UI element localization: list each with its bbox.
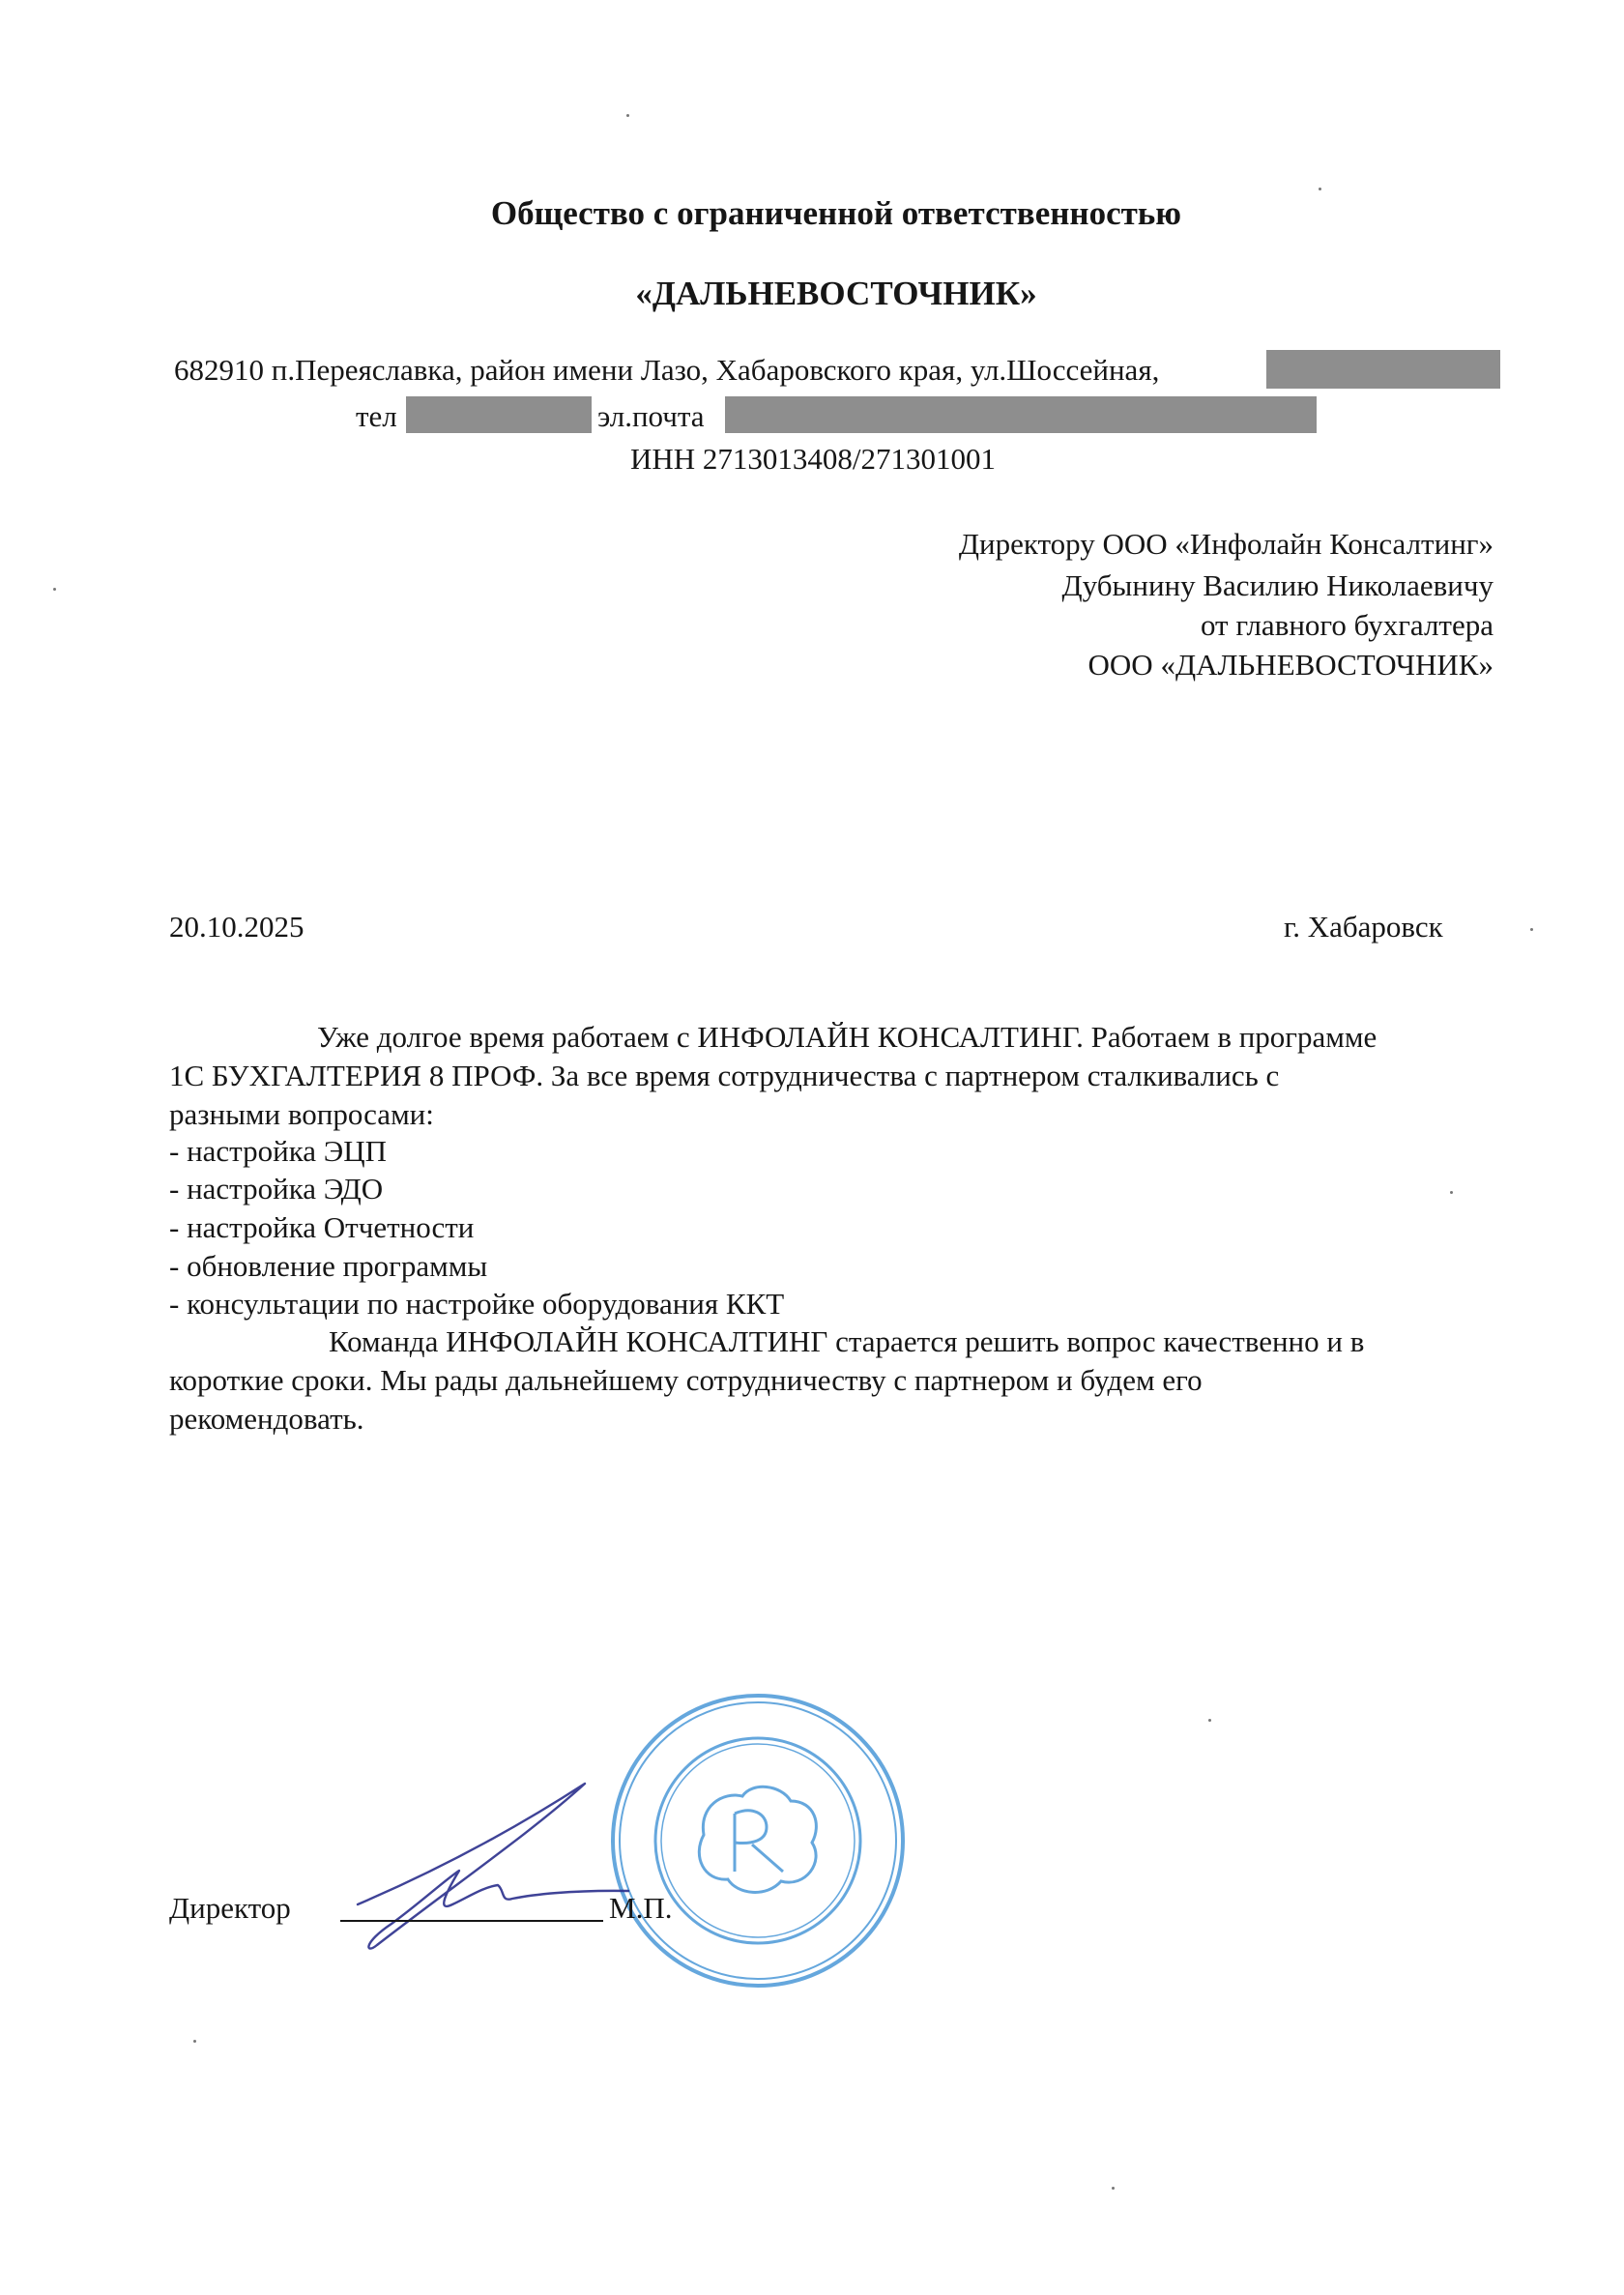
body-list-item: - настройка ЭЦП: [169, 1134, 388, 1168]
recipient-line-3: от главного бухгалтера: [1200, 608, 1494, 642]
scan-speck: [193, 2040, 196, 2043]
body-line: 1С БУХГАЛТЕРИЯ 8 ПРОФ. За все время сотрудничества с партнером сталкивались с: [169, 1059, 1280, 1092]
scan-speck: [1319, 188, 1321, 190]
body-line: Уже долгое время работаем с ИНФОЛАЙН КОНСАЛТИНГ. Работаем в программе: [317, 1020, 1378, 1054]
address-line: 682910 п.Переяславка, район имени Лазо, Хабаровского края, ул.Шоссейная,: [174, 353, 1160, 387]
recipient-line-4: ООО «ДАЛЬНЕВОСТОЧНИК»: [1088, 648, 1494, 682]
redacted-tel-block: [406, 396, 592, 433]
redacted-email-block: [725, 396, 1317, 433]
tel-label: тел: [356, 399, 397, 433]
body-list-item: - консультации по настройке оборудования ККТ: [169, 1287, 785, 1321]
letter-city: г. Хабаровск: [1284, 910, 1443, 944]
stamp-mark-label: М.П.: [609, 1891, 673, 1925]
signature-line: [340, 1920, 603, 1922]
scan-speck: [53, 588, 56, 591]
scan-speck: [1112, 2187, 1115, 2190]
redacted-address-block: [1266, 350, 1500, 389]
body-list-item: - настройка Отчетности: [169, 1210, 475, 1244]
scan-speck: [1530, 928, 1533, 931]
recipient-line-2: Дубынину Василию Николаевичу: [1061, 568, 1494, 602]
body-line: рекомендовать.: [169, 1402, 364, 1436]
inn-line: ИНН 2713013408/271301001: [630, 442, 997, 476]
org-type-heading: Общество с ограниченной ответственностью: [490, 194, 1182, 232]
body-line: короткие сроки. Мы рады дальнейшему сотрудничеству с партнером и будем его: [169, 1363, 1203, 1397]
body-line: Команда ИНФОЛАЙН КОНСАЛТИНГ старается решить вопрос качественно и в: [329, 1324, 1365, 1358]
body-line: разными вопросами:: [169, 1097, 434, 1131]
scan-speck: [626, 114, 629, 117]
body-list-item: - обновление программы: [169, 1249, 488, 1283]
recipient-line-1: Директору ООО «Инфолайн Консалтинг»: [958, 527, 1494, 561]
email-label: эл.почта: [597, 399, 705, 433]
signatory-role: Директор: [169, 1891, 291, 1925]
org-name-heading: «ДАЛЬНЕВОСТОЧНИК»: [635, 275, 1037, 312]
director-signature: [338, 1779, 686, 1962]
letter-date: 20.10.2025: [169, 910, 304, 944]
scan-speck: [1208, 1719, 1211, 1722]
body-list-item: - настройка ЭДО: [169, 1172, 384, 1206]
scan-speck: [1450, 1191, 1453, 1194]
